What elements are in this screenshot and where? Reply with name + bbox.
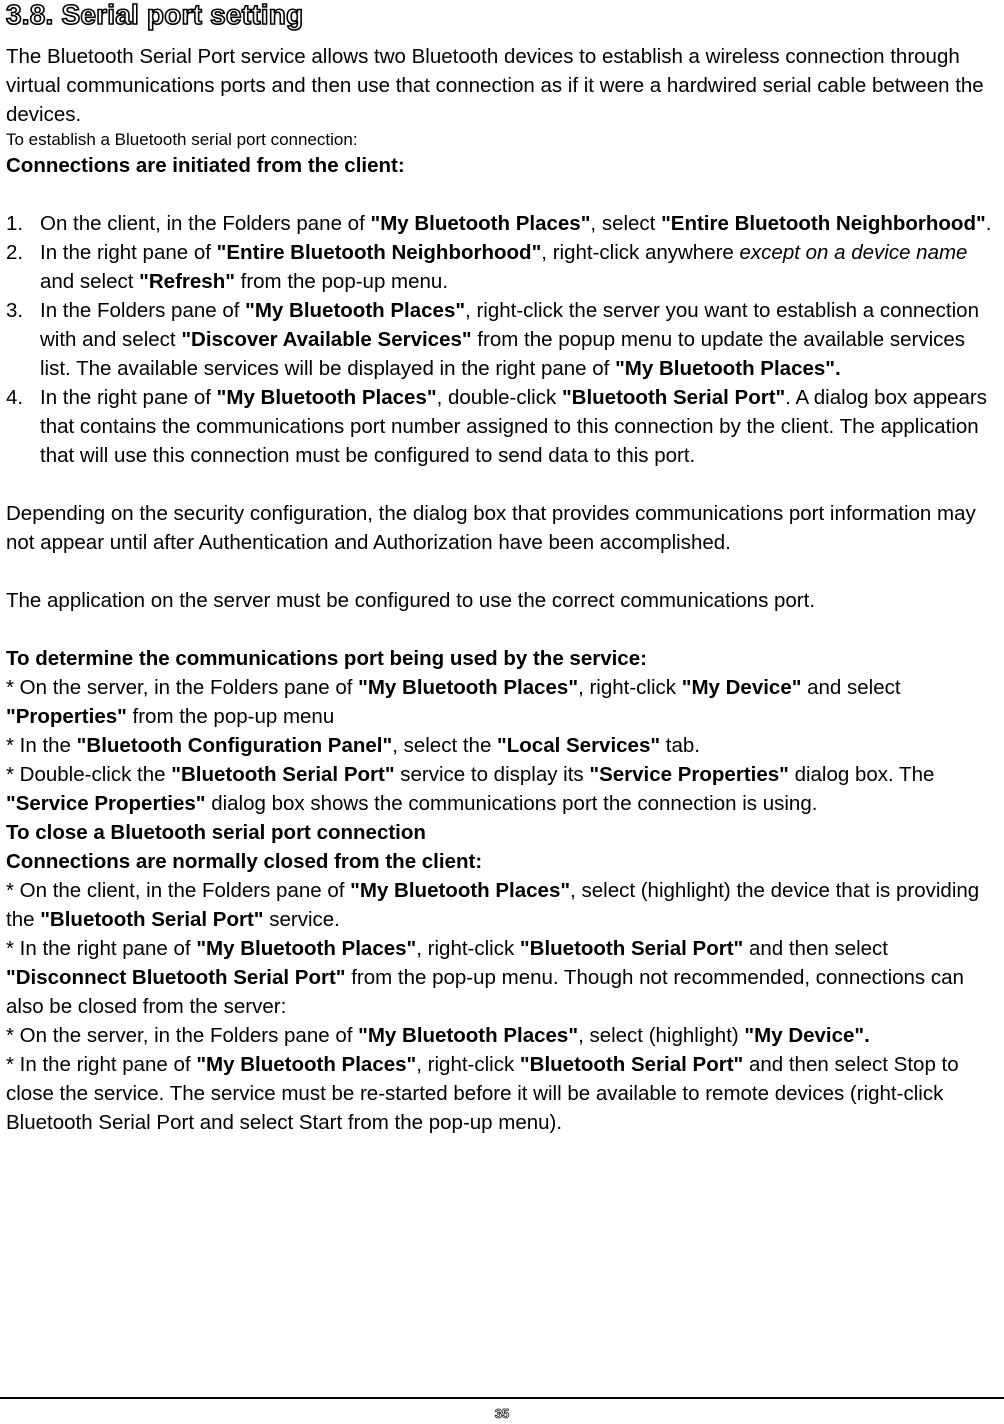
italic-run: except on a device name [739,241,968,264]
text-run: from the pop-up menu [126,705,335,728]
bold-run: "My Bluetooth Places" [358,676,579,699]
text-run: * In the [6,734,77,757]
text-run: . [985,212,992,235]
text-run: In the right pane of [40,386,217,409]
bold-run: "Entire Bluetooth Neighborhood" [216,241,542,264]
document-body [6,42,1000,1137]
close-label: To close a Bluetooth serial port connection [6,821,426,844]
bold-run: "My Bluetooth Places" [196,1053,417,1076]
bold-run: "My Bluetooth Places" [358,1024,579,1047]
text-run: , double-click [436,386,562,409]
text-run: and then select Stop to close the service. The service must be re-started before it will be available to remote devices (right-click Bluetooth Serial Port and select Start from the pop-up menu). [6,1053,959,1134]
step-text [40,299,979,380]
text-run: , select (highlight) the device that is providing the [6,879,980,931]
close-item [6,1021,1000,1050]
step-number: 1. [6,212,24,235]
text-run: service. [263,908,340,931]
bold-run: "Bluetooth Configuration Panel" [76,734,393,757]
text-run: , right-click the server you want to establish a connection with and select [40,299,979,351]
text-run: On the client, in the Folders pane of [40,212,371,235]
text-run: , select the [392,734,498,757]
intro-paragraph: The Bluetooth Serial Port service allows two Bluetooth devices to establish a wireless connection through virtual communications ports and then use that connection as if it were a hardwired serial cable between the devices. [6,45,984,126]
bold-run: "My Bluetooth Places" [245,299,466,322]
section-heading: 3.8. Serial port setting [6,0,304,30]
text-run: * On the server, in the Folders pane of [6,676,359,699]
step-item [6,383,1000,470]
text-run: . A dialog box appears that contains the communications port number assigned to this connection by the client. The application that will use this connection must be configured to send data to this port. [40,386,988,467]
bold-run: "Bluetooth Serial Port" [40,908,264,931]
bold-run: "Bluetooth Serial Port" [519,937,744,960]
page-number: 35 [494,1406,510,1421]
text-run: from the popup menu to update the available services list. The available services will be displayed in the right pane of [40,328,966,380]
bold-run: "Local Services" [497,734,661,757]
bold-run: "My Device" [681,676,802,699]
determine-item [6,731,1000,760]
close-item [6,934,1000,1021]
text-run: service to display its [394,763,590,786]
steps-list [6,209,1000,470]
text-run: In the Folders pane of [40,299,246,322]
bold-run: "Service Properties" [589,763,789,786]
bold-run: "My Bluetooth Places". [615,357,841,380]
determine-label: To determine the communications port being used by the service: [6,647,647,670]
step-item [6,209,1000,238]
text-run: In the right pane of [40,241,217,264]
text-run: * On the client, in the Folders pane of [6,879,351,902]
text-run: from the pop-up menu. Though not recommended, connections can also be closed from the server: [6,966,964,1018]
bold-run: "My Bluetooth Places" [350,879,571,902]
close-item [6,876,1000,934]
step-text [40,212,991,235]
text-run: dialog box shows the communications port the connection is using. [205,792,818,815]
text-run: * In the right pane of [6,1053,197,1076]
step-number: 2. [6,241,24,264]
text-run: * Double-click the [6,763,172,786]
bold-run: "Service Properties" [6,792,206,815]
initiated-label: Connections are initiated from the client: [6,154,405,177]
bold-run: "Bluetooth Serial Port" [561,386,786,409]
step-item [6,238,1000,296]
bold-run: "My Device". [744,1024,870,1047]
step-text [40,241,967,293]
bold-run: "Bluetooth Serial Port" [171,763,395,786]
bold-run: "Entire Bluetooth Neighborhood" [661,212,986,235]
text-run: , right-click [416,937,520,960]
text-run: dialog box. The [788,763,935,786]
determine-item [6,673,1000,731]
text-run: , right-click anywhere [541,241,740,264]
bold-run: "Properties" [6,705,127,728]
text-run: , select (highlight) [578,1024,745,1047]
bold-run: "My Bluetooth Places" [216,386,437,409]
bold-run: "Refresh" [139,270,235,293]
text-run: * In the right pane of [6,937,197,960]
text-run: , select [590,212,662,235]
bold-run: "Disconnect Bluetooth Serial Port" [6,966,346,989]
close-item [6,1050,1000,1137]
step-text [40,386,987,467]
text-run: , right-click [578,676,682,699]
bold-run: "Discover Available Services" [181,328,472,351]
text-run: , right-click [416,1053,520,1076]
text-run: * On the server, in the Folders pane of [6,1024,359,1047]
text-run: from the pop-up menu. [234,270,449,293]
determine-item [6,760,1000,818]
bold-run: "My Bluetooth Places" [370,212,591,235]
text-run: and select [40,270,140,293]
closed-label: Connections are normally closed from the client: [6,850,483,873]
server-note: The application on the server must be configured to use the correct communications port. [6,589,816,612]
step-number: 3. [6,299,24,322]
text-run: and select [801,676,901,699]
footer-rule [0,1397,1004,1399]
establish-label: To establish a Bluetooth serial port connection: [6,130,358,149]
security-note: Depending on the security configuration, the dialog box that provides communications port information may not appear until after Authentication and Authorization have been accomplished. [6,502,976,554]
text-run: tab. [660,734,700,757]
text-run: and then select [743,937,888,960]
step-item [6,296,1000,383]
bold-run: "My Bluetooth Places" [196,937,417,960]
bold-run: "Bluetooth Serial Port" [519,1053,744,1076]
step-number: 4. [6,386,24,409]
